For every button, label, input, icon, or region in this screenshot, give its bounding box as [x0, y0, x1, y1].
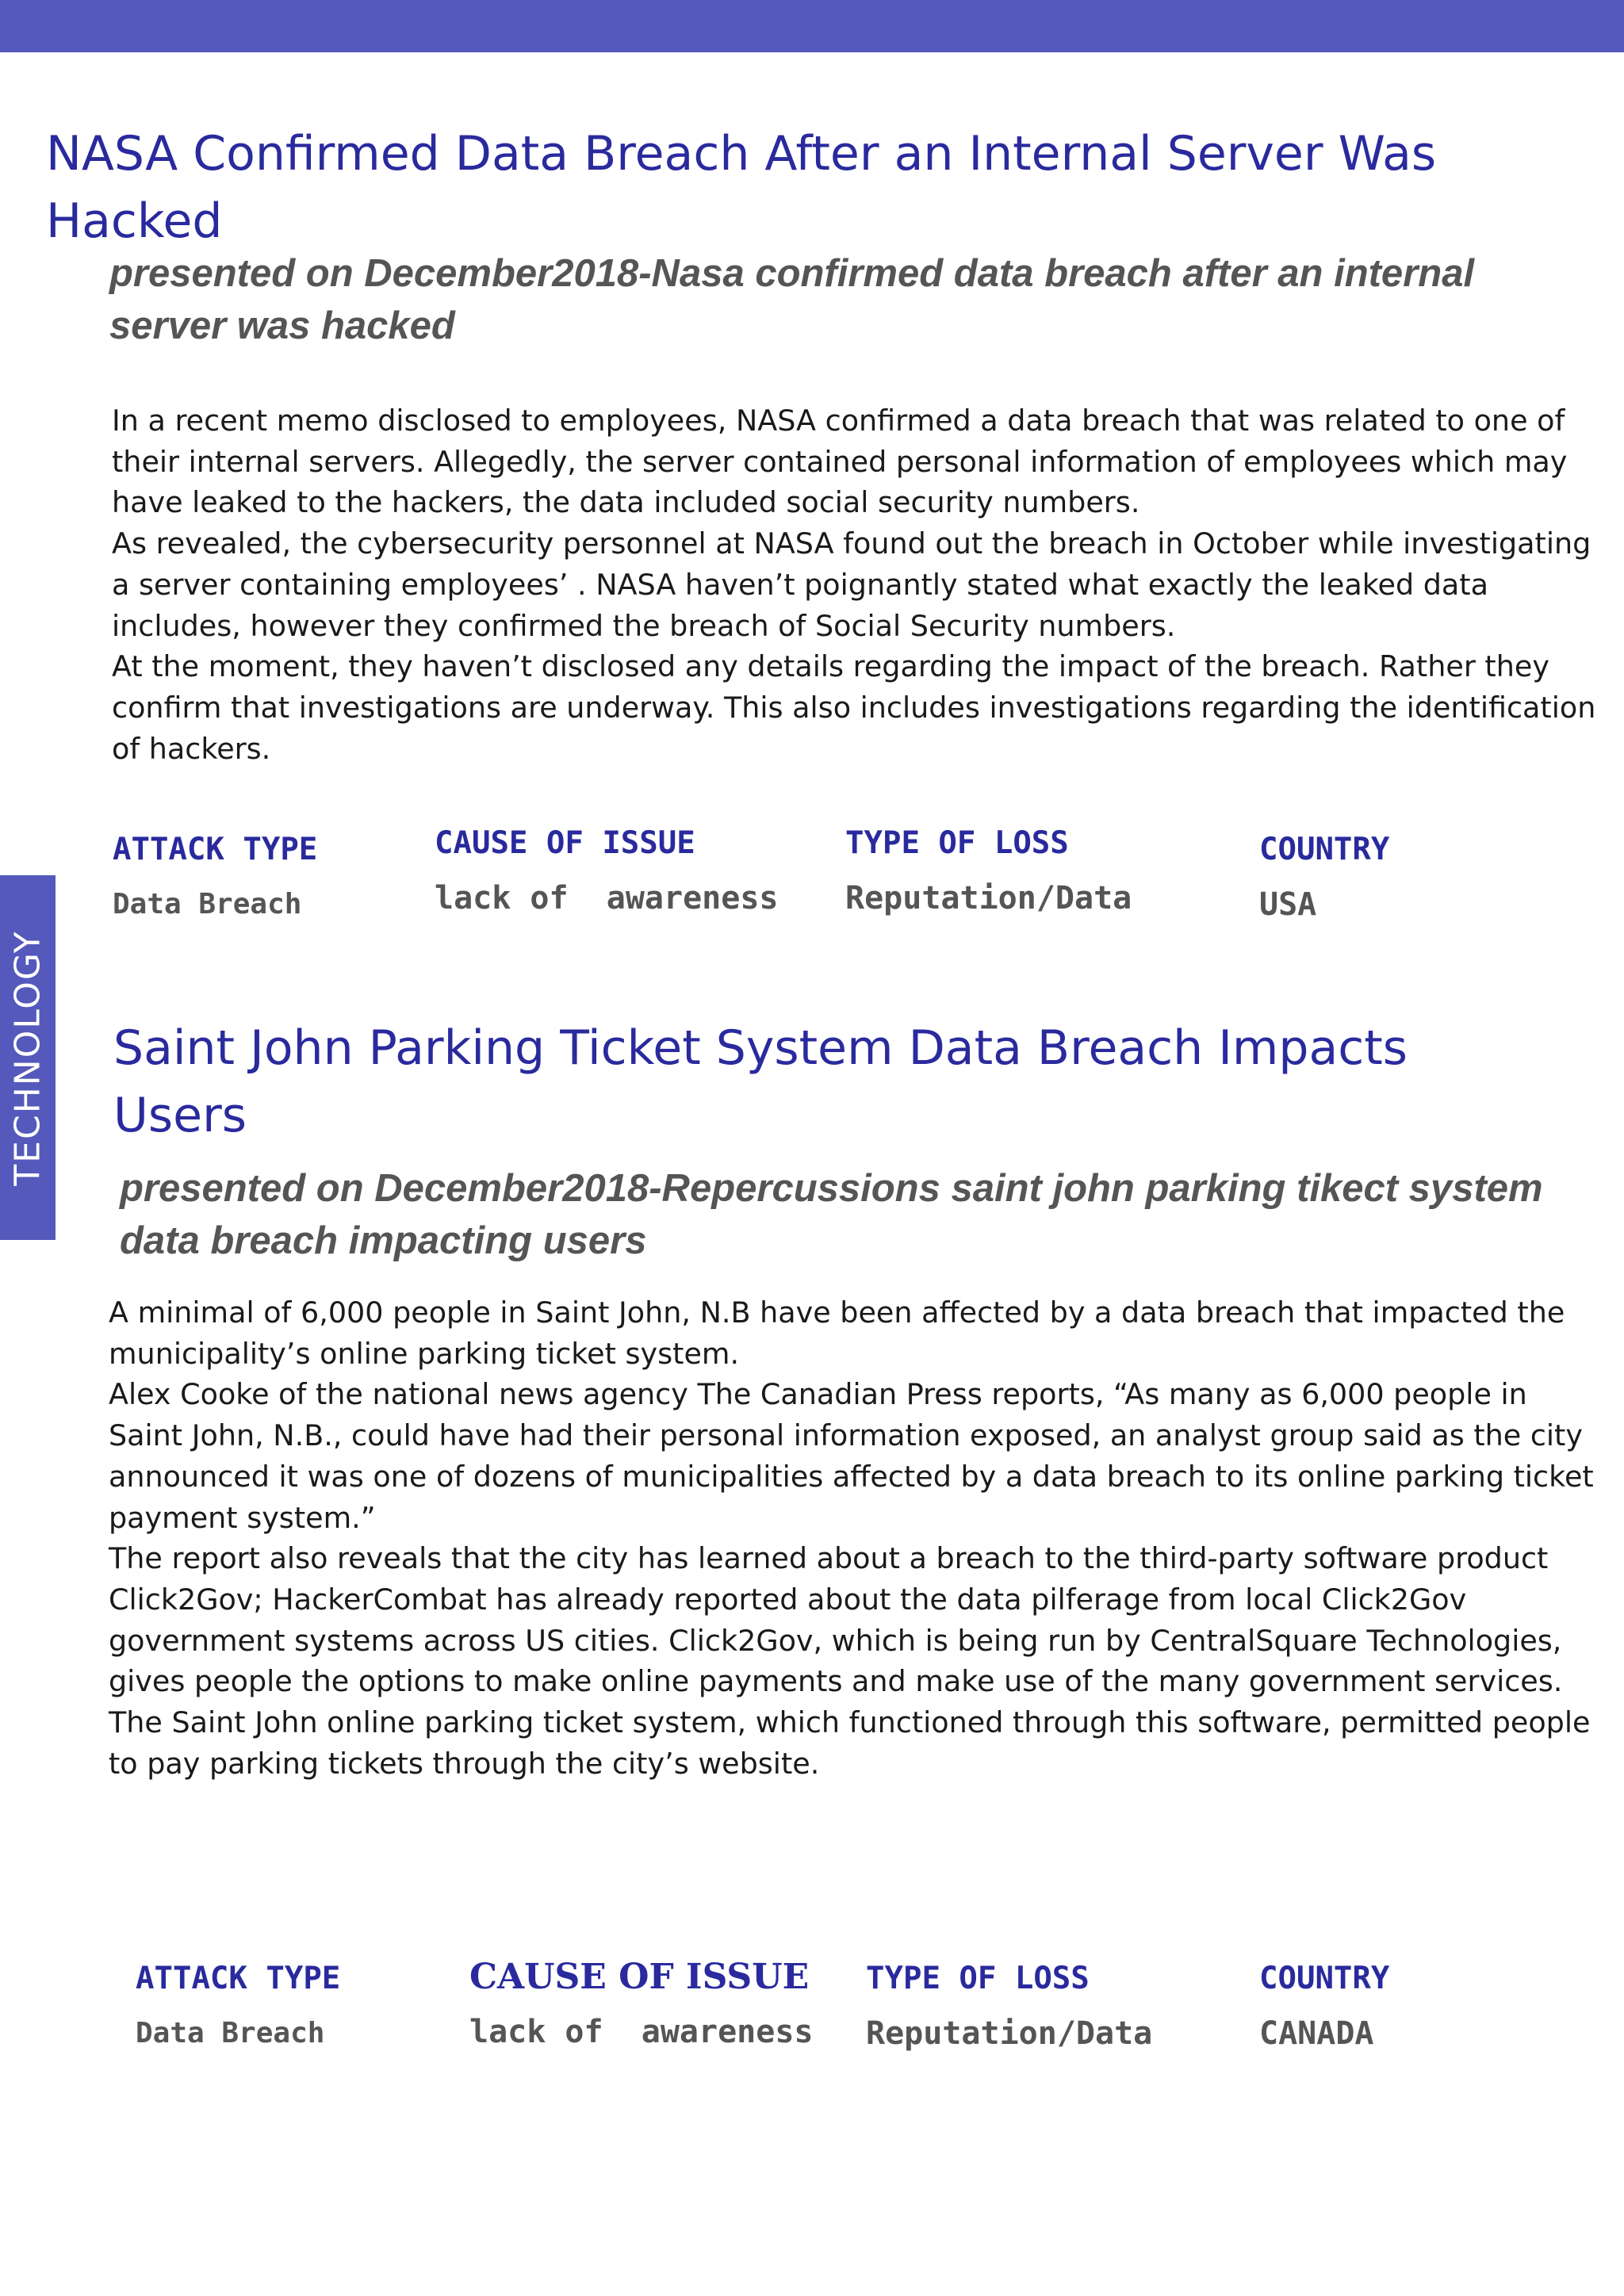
article-1-meta-loss [845, 825, 1132, 916]
article-2-meta-country [1259, 1960, 1389, 2052]
article-1-paragraph: At the moment, they haven’t disclosed any details regarding the impact of the breach. Rather they confirm that investigations are underway. This also includes investigations regarding the identification of hackers. [112, 649, 1596, 766]
article-1-meta-cause [435, 825, 778, 916]
meta-label: CAUSE OF ISSUE [469, 1957, 810, 1997]
article-2-meta-cause [469, 1958, 813, 2050]
article-1-body [112, 400, 1603, 769]
meta-label: ATTACK TYPE [113, 832, 318, 867]
meta-value: Reputation/Data [866, 2015, 1153, 2052]
article-1-paragraph: As revealed, the cybersecurity personnel at NASA found out the breach in October while investigating a server containing employees’ . NASA haven’t poignantly stated what exactly the leaked data includes, however they confirmed the breach of Social Security numbers. [112, 526, 1591, 643]
meta-value: USA [1259, 886, 1317, 923]
article-1-subtitle: presented on December2018-Nasa confirmed data breach after an internal server was hacked [109, 252, 1475, 347]
meta-label: CAUSE OF ISSUE [435, 825, 695, 861]
article-2-meta-loss [866, 1960, 1152, 2052]
article-2-paragraph: The report also reveals that the city has learned about a breach to the third-party software product Click2Gov; HackerCombat has already reported about the data pilferage from local Click2Gov government systems across US cities. Click2Gov, which is being run by CentralSquare Technologies, gives people the options to make online payments and make use of the many government services. The Saint John online parking ticket system, which functioned through this software, permitted people to pay parking tickets through the city’s website. [109, 1541, 1591, 1781]
meta-label: COUNTRY [1259, 1961, 1390, 1996]
article-1-paragraph: In a recent memo disclosed to employees, NASA confirmed a data breach that was related to one of their internal servers. Allegedly, the server contained personal information of employees which may have leaked to the hackers, the data included social security numbers. [112, 404, 1568, 520]
meta-label: ATTACK TYPE [136, 1961, 341, 1996]
meta-value: lack of awareness [435, 880, 779, 916]
section-tab [0, 875, 56, 1240]
article-1-meta-country [1259, 831, 1389, 923]
article-1-title: NASA Confirmed Data Breach After an Internal Server Was Hacked [46, 126, 1437, 249]
section-tab-label: TECHNOLOGY [7, 929, 48, 1186]
article-2-body [109, 1292, 1607, 1784]
meta-value: lack of awareness [469, 2014, 814, 2050]
meta-value: Data Breach [136, 2017, 325, 2049]
article-2-paragraph: A minimal of 6,000 people in Saint John, N.B have been affected by a data breach that impacted the municipality’s online parking ticket system. [109, 1295, 1565, 1371]
meta-value: Reputation/Data [845, 880, 1132, 916]
meta-label: COUNTRY [1259, 832, 1390, 867]
article-2-meta-attack-type [136, 1960, 340, 2052]
article-2-paragraph: Alex Cooke of the national news agency The Canadian Press reports, “As many as 6,000 people in Saint John, N.B., could have had their personal information exposed, an analyst group said as the city announced it was one of dozens of municipalities affected by a data breach to its online parking ticket payment system.” [109, 1377, 1594, 1535]
top-accent-bar [0, 0, 1624, 52]
meta-label: TYPE OF LOSS [845, 825, 1069, 861]
meta-label: TYPE OF LOSS [866, 1961, 1090, 1996]
meta-value: CANADA [1259, 2015, 1374, 2052]
meta-value: Data Breach [113, 888, 302, 920]
article-2-title: Saint John Parking Ticket System Data Breach Impacts Users [113, 1020, 1408, 1143]
article-1-meta-attack-type [113, 831, 317, 923]
article-2-subtitle: presented on December2018-Repercussions saint john parking tikect system data breach impacting users [120, 1167, 1543, 1262]
